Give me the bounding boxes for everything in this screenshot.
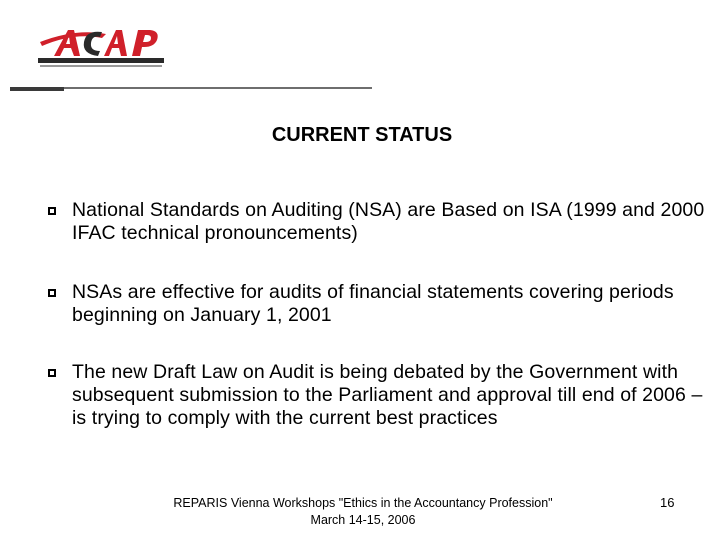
footer-date: March 14-15, 2006 [310,513,416,527]
header-rule [0,86,372,92]
square-bullet-icon [46,367,58,379]
slide-footer [128,495,598,529]
header-rule-line [64,87,372,89]
square-bullet-icon [46,287,58,299]
footer-event: REPARIS Vienna Workshops "Ethics in the Accountancy Profession" [173,496,553,510]
bullet-item [46,281,706,327]
bullet-item [46,199,706,245]
bullet-text: The new Draft Law on Audit is being debated by the Government with subsequent submission to the Parliament and approval till end of 2006 – is trying to comply with the current best practices [72,361,703,429]
acap-logo [36,20,166,70]
bullet-text: NSAs are effective for audits of financial statements covering periods beginning on January 1, 2001 [72,281,674,326]
bullet-text: National Standards on Auditing (NSA) are Based on ISA (1999 and 2000 IFAC technical pronouncements) [72,199,705,244]
slide-title: CURRENT STATUS [271,124,453,146]
bullet-item [46,361,706,430]
header-rule-accent [10,87,64,91]
acap-logo-graphic [36,20,166,70]
page-number: 16 [660,495,675,510]
square-bullet-icon [46,205,58,217]
